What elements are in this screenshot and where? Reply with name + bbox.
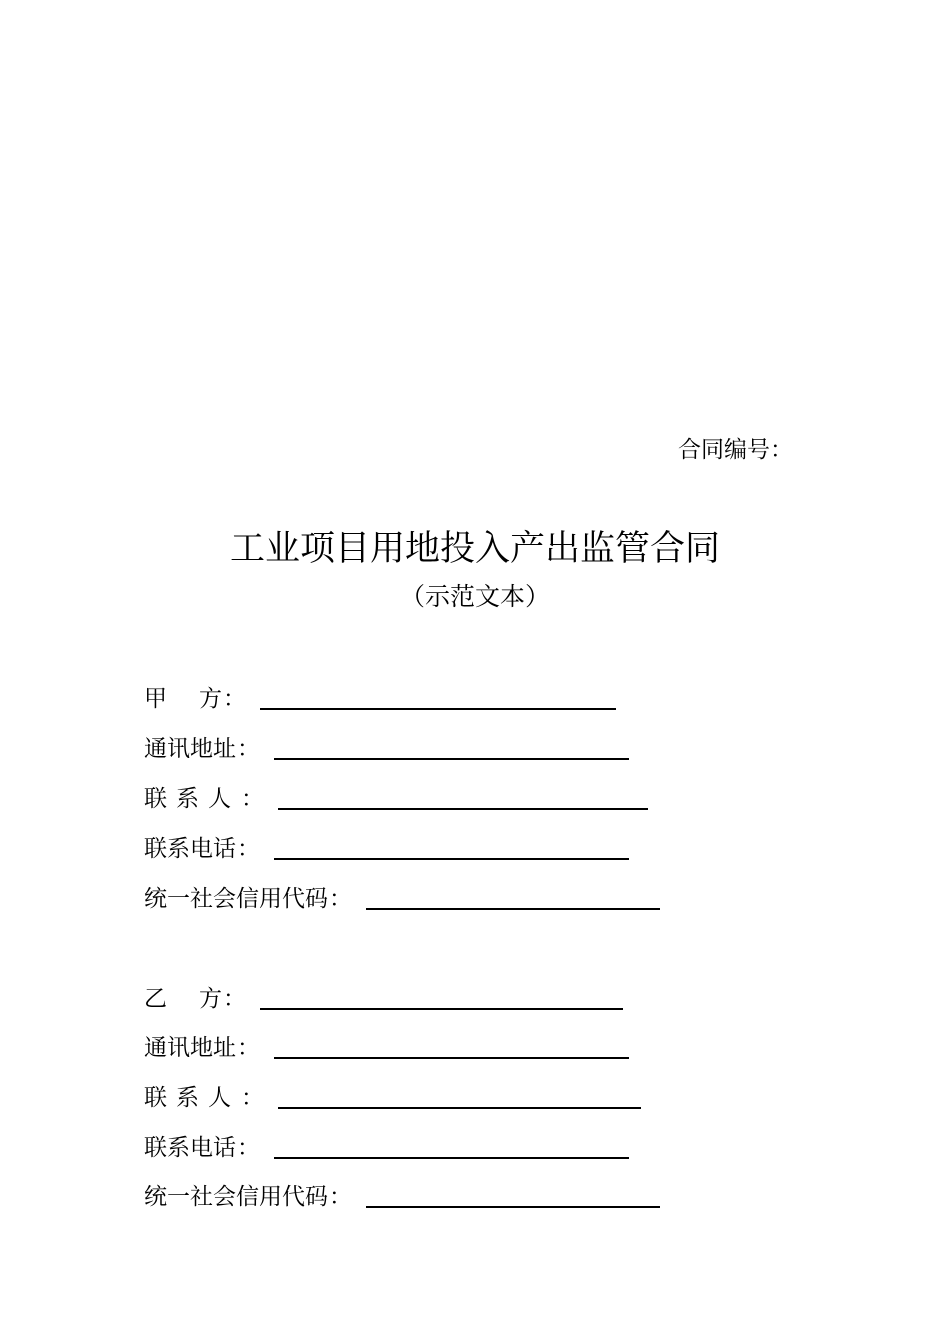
party-b-address-blank[interactable] (274, 1057, 629, 1059)
party-b-credit-code-blank[interactable] (366, 1206, 660, 1208)
party-b-label-char-1: 乙 (144, 986, 167, 1012)
contract-number-label: 合同编号： (678, 437, 793, 463)
party-a-contact-blank[interactable] (278, 808, 648, 810)
party-a-name-label (144, 684, 222, 714)
colon: ： (241, 1085, 264, 1111)
party-b-name-field (144, 980, 623, 1014)
colon: ： (237, 1035, 260, 1061)
colon: ： (223, 986, 246, 1012)
colon: ： (329, 886, 352, 912)
party-b-name-label (144, 984, 222, 1014)
party-a-label-char-2: 方 (199, 686, 222, 712)
party-b-phone-label: 联系电话 (144, 1135, 236, 1161)
party-a-phone-blank[interactable] (274, 858, 629, 860)
party-b-address-field (144, 1029, 629, 1063)
party-a-name-field (144, 680, 616, 714)
party-a-address-label: 通讯地址 (144, 736, 236, 762)
party-b-credit-code-field (144, 1178, 660, 1212)
colon: ： (237, 1135, 260, 1161)
document-subtitle: （示范文本） (399, 582, 550, 611)
party-b-phone-blank[interactable] (274, 1157, 629, 1159)
party-a-label-char-1: 甲 (144, 686, 167, 712)
party-b-address-label: 通讯地址 (144, 1035, 236, 1061)
party-b-contact-blank[interactable] (278, 1107, 641, 1109)
party-b-label-char-2: 方 (199, 986, 222, 1012)
colon: ： (237, 836, 260, 862)
party-a-credit-code-label: 统一社会信用代码 (144, 886, 328, 912)
party-a-address-field (144, 730, 629, 764)
party-b-contact-field (144, 1079, 641, 1113)
party-a-contact-label: 联系人 (144, 786, 240, 812)
party-b-contact-label: 联系人 (144, 1085, 240, 1111)
party-a-contact-field (144, 780, 648, 814)
party-a-phone-field (144, 830, 629, 864)
party-a-address-blank[interactable] (274, 758, 629, 760)
document-title: 工业项目用地投入产出监管合同 (229, 529, 720, 569)
party-a-phone-label: 联系电话 (144, 836, 236, 862)
party-a-name-blank[interactable] (260, 708, 616, 710)
colon: ： (237, 736, 260, 762)
party-b-credit-code-label: 统一社会信用代码 (144, 1184, 328, 1210)
party-a-credit-code-blank[interactable] (366, 908, 660, 910)
party-b-name-blank[interactable] (260, 1008, 623, 1010)
party-a-credit-code-field (144, 880, 660, 914)
colon: ： (329, 1184, 352, 1210)
party-b-phone-field (144, 1129, 629, 1163)
colon: ： (241, 786, 264, 812)
colon: ： (223, 686, 246, 712)
